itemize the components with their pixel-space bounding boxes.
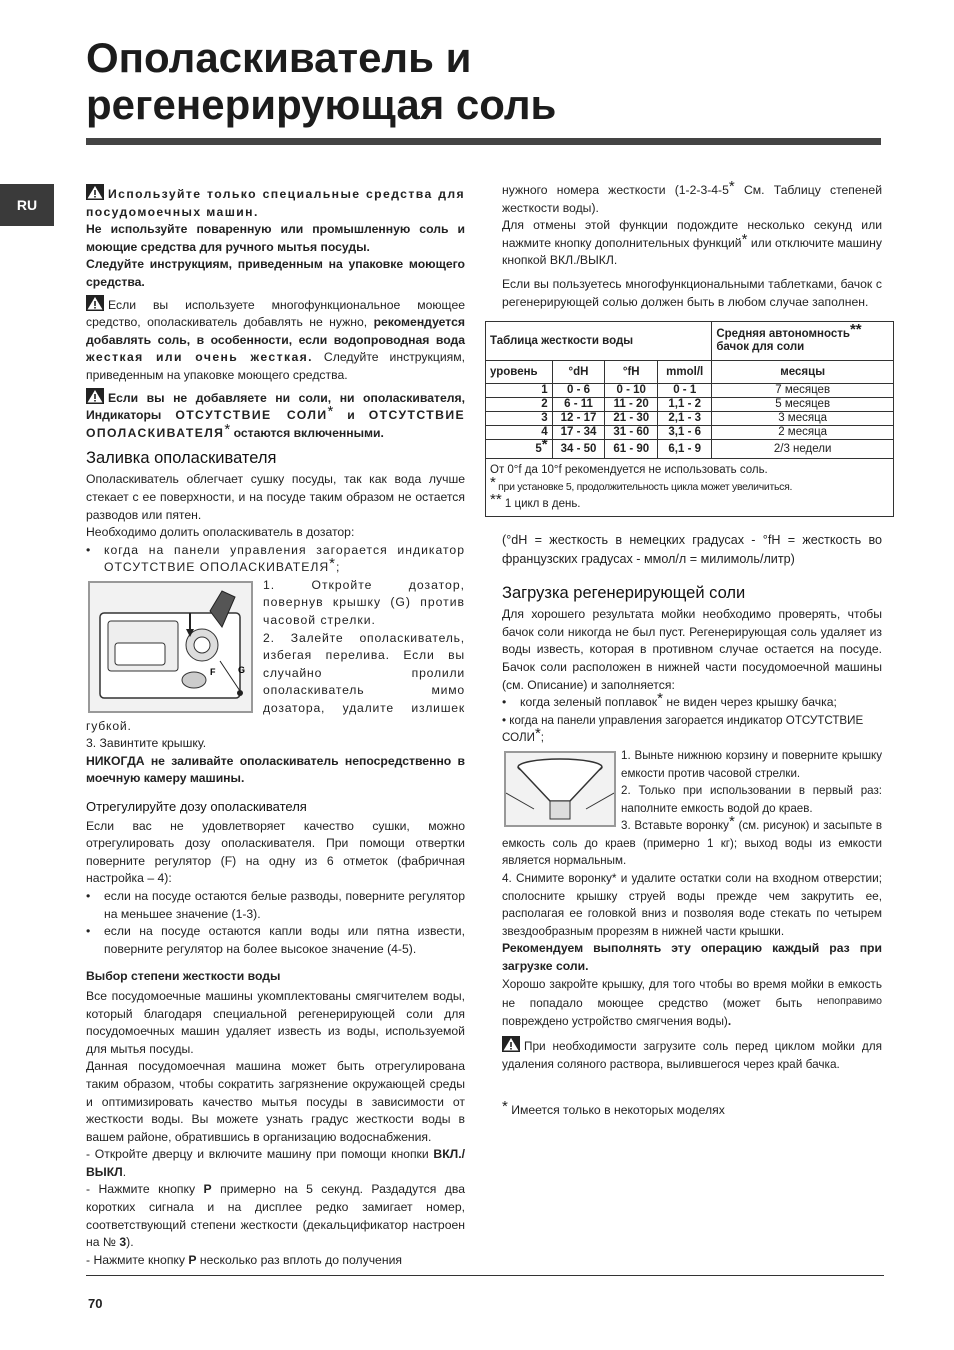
warning-1: Используйте только специальные средства для посудомоечных машин. <box>86 184 465 221</box>
list-item: • если на посуде остаются капли воды или пятна извести, поверните регулятор на более высокое значение (4-5). <box>86 924 465 956</box>
water-hardness-table: Таблица жесткости воды Средняя автономность** бачок для соли уровень °dH °fH mmol/l месяцы 1 0 - 6 0 - 10 0 - 1 7 месяцев 2 6 - 11 11 - 20 1,1 - 2 5 месяцев 3 12 - 17 21 - 30 2,1 - 3 3 месяца 4 17 - 34 31 - 60 3,1 - 6 2 месяца 5* 34 - 50 61 - 90 6,1 - 9 2/3 недели От 0°f да 10°f рекомендуется не использовать соль. * при установке 5, продолжительность цикла может увеличиться. ** 1 цикл в день. <box>485 321 894 517</box>
section-heading-salt: Загрузка регенерирующей соли <box>502 584 746 603</box>
table-autonomy-header: Средняя автономность** бачок для соли <box>712 322 894 361</box>
list-item: • когда на панели управления загорается индикатор ОТСУТСТВИЕ ОПОЛАСКИВАТЕЛЯ*; <box>86 542 465 575</box>
warning-icon <box>502 1036 520 1052</box>
table-notes: От 0°f да 10°f рекомендуется не использовать соль. * при установке 5, продолжительность цикла может увеличиться. ** 1 цикл в день. <box>486 459 894 517</box>
table-row: 5* 34 - 50 61 - 90 6,1 - 9 2/3 недели <box>486 440 894 459</box>
section-heading-rinse-aid: Заливка ополаскивателя <box>86 449 277 468</box>
figure-label-f: F <box>210 666 216 677</box>
warning-2: Если вы используете многофункциональное моющее средство, ополаскиватель добавлять не нужно, рекомендуется добавлять соль, в особенности, если водопроводная вода жесткая или очень жесткая. Следуйте инструкциям, приведенным на упаковке моющего средства. <box>86 295 465 385</box>
right-column: нужного номера жесткости (1-2-3-4-5* См. Таблицу степеней жесткости воды). Для отмены этой функции подождите несколько секунд или нажмите кнопку дополнительных функций* или отключите машину кнопкой ВКЛ./ВЫКЛ. Если вы пользуетесь многофункциональными таблетками, бачок с регенерирующей солью должен быть в любом случае заполнен. Таблица жесткости воды Средняя автономность** бачок для соли уровень °dH °fH mmol/l месяцы 1 0 - 6 0 - 10 0 - 1 7 месяцев 2 6 - 11 11 - 20 1,1 - 2 5 месяцев 3 12 - 17 21 - 30 2,1 - 3 3 месяца 4 17 - 34 31 - 60 3,1 - 6 2 месяца 5* 34 - 50 61 - 90 6,1 - 9 2/3 недели От 0°f да 10°f рекомендуется не использовать соль. * при установке 5, продолжительность цикла может увеличиться. ** 1 цикл в день. (°dH = жесткость в немецких градусах - °fH = жесткость во французских градусах - ммол/л = милимоль/литр) Загрузка регенерирующей соли Для хорошего результата мойки необходимо проверять, чтобы бачок соли никогда не был пуст. Регенерирующая соль удаляет из воды известь, которая в противном случае остается на посуде. Бачок соли расположен в нижней части посудомоечной машины (см. Описание) и заполняется: • когда зеленый поплавок* не виден через крышку бачка; • когда на панели управления загорается индикатор ОТСУТСТВИЕ СОЛИ*; 1. Выньте нижнюю корзину и поверните крышку емкости против часовой стрелки. 2. Только при использовании в первый раз: наполните емкость водой до краев. 3. Вставьте воронку* (см. рисунок) и засыпьте в емкость соль до краев (примерно 1 кг); выход воды из емкости является нормальным. 4. Снимите воронку* и удалите остатки соли на входном отверстии; сполосните крышку струей воды прежде чем закрутить ее, располагая ее головкой вниз и позволяя воде стекать по четырем звездообразным прорезям в нижней части крышки. Рекомендуем выполнять эту операцию каждый раз при загрузке соли. Хорошо закройте крышку, для того чтобы во время мойки в емкость не попадало моющее средство (может быть непоправимо повреждено устройство смягчения воды). При необходимости загрузите соль перед циклом мойки для удаления соляного раствора, вылившегося через край бачка. * Имеется только в некоторых моделях <box>502 182 882 1119</box>
list-item: • когда на панели управления загорается индикатор ОТСУТСТВИЕ СОЛИ*; <box>502 713 864 745</box>
table-row: 4 17 - 34 31 - 60 3,1 - 6 2 месяца <box>486 426 894 440</box>
table-title: Таблица жесткости воды <box>486 322 712 361</box>
page-number: 70 <box>88 1296 103 1311</box>
warning-3: Если вы не добавляете ни соли, ни ополаскивателя, Индикаторы ОТСУТСТВИЕ СОЛИ* и ОТСУТСТВИЕ ОПОЛАСКИВАТЕЛЯ* остаются включенными. <box>86 388 465 443</box>
page-title: Ополаскиватель и регенерирующая соль <box>86 34 557 128</box>
title-rule <box>86 138 881 145</box>
warning-icon <box>86 295 104 311</box>
table-row: 3 12 - 17 21 - 30 2,1 - 3 3 месяца <box>486 412 894 426</box>
warning-icon <box>86 388 104 404</box>
rinse-aid-dispenser-figure <box>88 581 253 713</box>
list-item: • если на посуде остаются белые разводы, поверните регулятор на меньшее значение (1-3). <box>86 888 465 921</box>
warning-icon <box>86 184 104 200</box>
footer-rule <box>86 1275 884 1276</box>
table-row: 1 0 - 6 0 - 10 0 - 1 7 месяцев <box>486 384 894 398</box>
section-heading-dose: Отрегулируйте дозу ополаскивателя <box>86 799 307 814</box>
language-tab: RU <box>0 184 54 226</box>
left-column: Используйте только специальные средства для посудомоечных машин. Не используйте поваренную или промышленную соль и моющие средства для ручного мытья посуды. Следуйте инструкциям, приведенным на упаковке моющего средства. Если вы используете многофункциональное моющее средство, ополаскиватель добавлять не нужно, рекомендуется добавлять соль, в особенности, если водопроводная вода жесткая или очень жесткая. Следуйте инструкциям, приведенным на упаковке моющего средства. Если вы не добавляете ни соли, ни ополаскивателя, Индикаторы ОТСУТСТВИЕ СОЛИ* и ОТСУТСТВИЕ ОПОЛАСКИВАТЕЛЯ* остаются включенными. Заливка ополаскивателя Ополаскиватель облегчает сушку посуды, так как вода лучше стекает с ее поверхности, и на посуде таким образом не остается разводов или пятен. Необходимо долить ополаскиватель в дозатор: • когда на панели управления загорается индикатор ОТСУТСТВИЕ ОПОЛАСКИВАТЕЛЯ*; G F 1. Откройте дозатор, повернув крышку (G) против часовой стрелки. 2. Залейте ополаскиватель, избегая перелива. Если вы случайно пролили ополаскиватель мимо дозатора, удалите излишек губкой. 3. Завинтите крышку. НИКОГДА не заливайте ополаскиватель непосредственно в моечную камеру машины. Отрегулируйте дозу ополаскивателя Если вас не удовлетворяет качество сушки, можно отрегулировать дозу ополаскивателя. При помощи отвертки поверните регулятор (F) на одну из 6 отметок (фабричная настройка – 4): • если на посуде остаются белые разводы, поверните регулятор на меньшее значение (1-3). • если на посуде остаются капли воды или пятна извести, поверните регулятор на более высокое значение (4-5). Выбор степени жесткости воды Все посудомоечные машины укомплектованы смягчителем воды, который благодаря специальной регенерирующей соли для посудомоечных машин удаляет известь из воды, используемой для мытья посуды. Данная посудомоечная машина может быть отрегулирована таким образом, чтобы сократить загрязнение окружающей среды и оптимизировать качество мытья посуды в зависимости от жесткости воды. Вы можете узнать градус жесткости воды в вашем районе, обратившись в организацию водоснабжения. - Откройте дверцу и включите машину при помощи кнопки ВКЛ./ВЫКЛ. - Нажмите кнопку P примерно на 5 секунд. Раздадутся два коротких сигнала и на дисплее редко замигает номер, соответствующий степени жесткости (декальцификатор настроен на № 3). - Нажмите кнопку P несколько раз вплоть до получения <box>86 184 465 1269</box>
units-legend: (°dH = жесткость в немецких градусах - °fH = жесткость во французских градусах - ммол/л = милимоль/литр) <box>502 533 882 567</box>
list-item: • когда зеленый поплавок* не виден через крышку бачка; <box>502 690 837 710</box>
footnote: * Имеется только в некоторых моделях <box>502 1097 725 1117</box>
figure-label-g: G <box>238 664 246 675</box>
table-row: 2 6 - 11 11 - 20 1,1 - 2 5 месяцев <box>486 398 894 412</box>
salt-funnel-figure <box>504 751 616 827</box>
section-heading-hardness: Выбор степени жесткости воды <box>86 969 281 984</box>
salt-warning: При необходимости загрузите соль перед циклом мойки для удаления соляного раствора, вылившегося через край бачка. <box>502 1036 882 1073</box>
